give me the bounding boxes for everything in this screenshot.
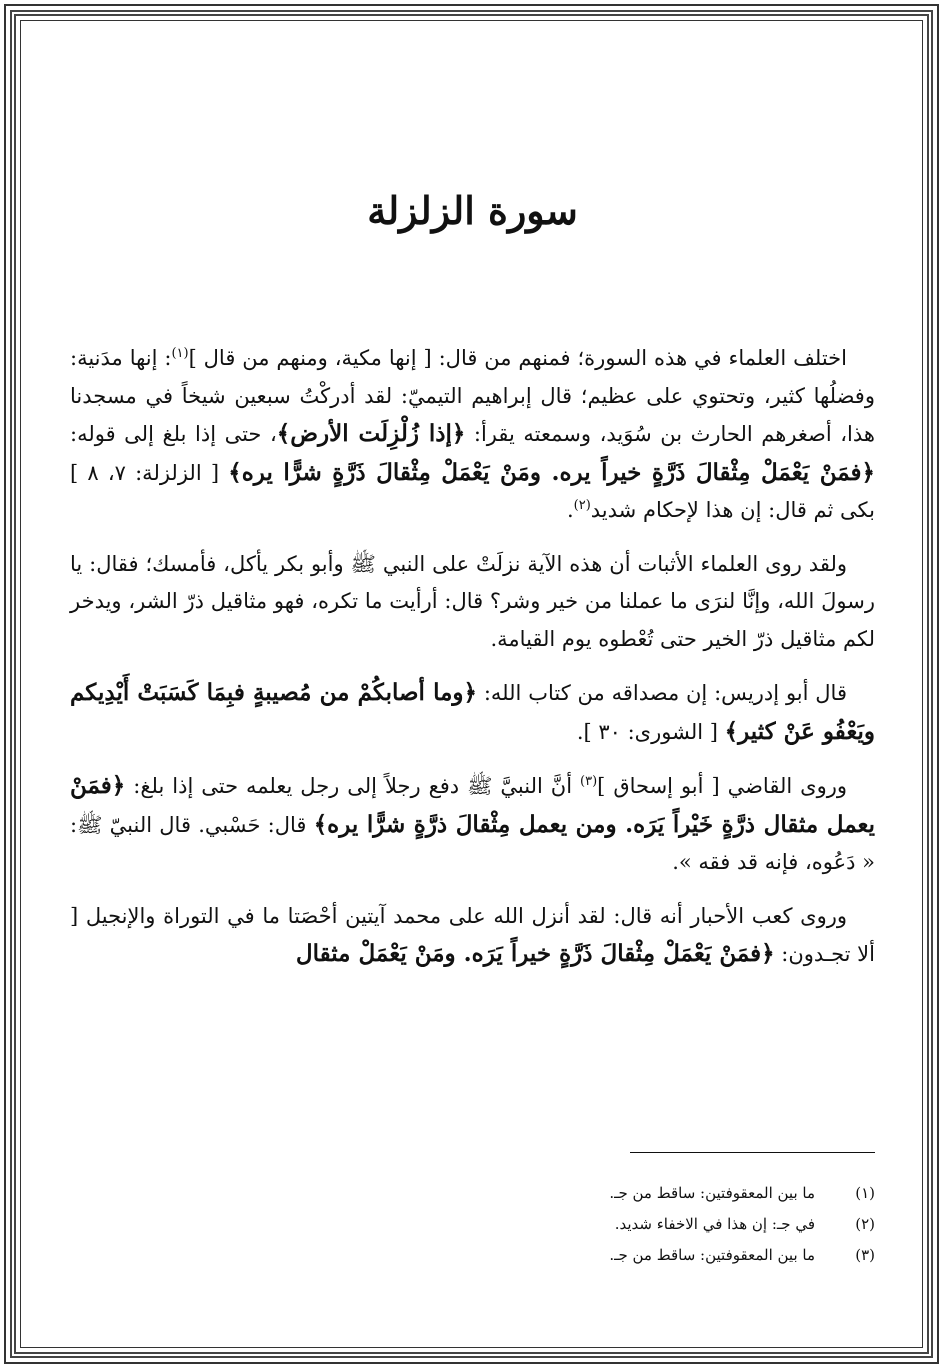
- paragraph-5: [70, 898, 875, 974]
- paragraph-3: [70, 674, 875, 751]
- p3-text-1: قال أبو إدريس: إن مصداقه من كتاب الله:: [483, 681, 847, 705]
- page-content: [70, 60, 875, 1310]
- p1-text-3: ، حتى إذا بلغ إلى قوله:: [70, 422, 277, 446]
- footnote-ref-1: (١): [171, 346, 189, 361]
- footnote-number: (٢): [855, 1215, 875, 1233]
- footnote-text: ما بين المعقوفتين: ساقط من جـ.: [609, 1184, 815, 1202]
- footnote-1: [70, 1178, 875, 1209]
- footnote-3: [70, 1240, 875, 1271]
- footnote-ref-2: (٢): [573, 498, 591, 513]
- p1-verse-2: ﴿فمَنْ يَعْمَلْ مِثْقالَ ذَرَّةٍ خيراً يره. ومَنْ يَعْمَلْ مِثْقالَ ذَرَّةٍ شرًّا يره﴾: [228, 458, 875, 486]
- footnotes: [70, 1178, 875, 1271]
- p1-text-2: : إنها مدَنية: وفضلُها كثير، وتحتوي على عظيم؛ قال إبراهيم التيميّ: لقد أدركْتُ سبعين شيخاً في مسجدنا هذا، أصغرهم الحارث بن سُوَيد، وسمعته يقرأ:: [70, 346, 875, 446]
- p4-verse-1: ﴿فمَنْ يعمل مثقال ذرَّةٍ خَيْراً يَرَه. ومن يعمل مِثْقالَ ذرَّةٍ شرًّا يره﴾: [70, 772, 875, 838]
- p3-text-2: [ الشورى: ٣٠ ].: [576, 719, 718, 744]
- footnote-number: (١): [855, 1184, 875, 1202]
- paragraph-1: [70, 340, 875, 530]
- footnote-divider: [630, 1152, 875, 1153]
- p5-verse-1: ﴿فمَنْ يَعْمَلْ مِثْقالَ ذَرَّةٍ خيراً يَرَه. ومَنْ يَعْمَلْ مثقال: [295, 940, 775, 967]
- footnote-number: (٣): [855, 1246, 875, 1264]
- footnote-text: ما بين المعقوفتين: ساقط من جـ.: [609, 1246, 815, 1264]
- p4-text-1: وروى القاضي [ أبو إسحاق ]: [597, 774, 847, 798]
- p1-verse-1: ﴿إذا زُلْزِلَت الأرض﴾: [276, 420, 466, 447]
- p2-text: ولقد روى العلماء الأثبات أن هذه الآية نزلَتْ على النبي ﷺ وأبو بكر يأكل، فأمسك؛ فقال: يا رسولَ الله، وإنَّا لنرَى ما عملنا من خير وشر؟ قال: أرأيت ما تكره، فهو مثاقيل ذرّ الشر، ويدخر لكم مثاقيل ذرّ الخير حتى تُعْطوه يوم القيامة.: [70, 551, 875, 651]
- footnote-2: [70, 1209, 875, 1240]
- footnote-text: في جـ: إن هذا في الاخفاء شديد.: [614, 1215, 815, 1233]
- p1-text-5: .: [566, 498, 574, 522]
- surah-title: سورة الزلزلة: [367, 188, 578, 233]
- paragraph-4: [70, 767, 875, 882]
- p5-text-1: وروى كعب الأحبار أنه قال: لقد أنزل الله على محمد آيتين أحْصَتا ما في التوراة والإنجيل [ ألا تجـدون:: [70, 903, 875, 966]
- p3-verse-1: ﴿وما أصابكُمْ من مُصيبةٍ فبِمَا كَسَبَتْ أَيْدِيكم ويَعْفُو عَنْ كثير﴾: [70, 679, 875, 745]
- paragraph-2: [70, 546, 875, 659]
- p1-text-1: اختلف العلماء في هذه السورة؛ فمنهم من قال: [ إنها مكية، ومنهم من قال ]: [188, 346, 847, 370]
- p4-text-2: أنَّ النبيَّ ﷺ دفع رجلاً إلى رجل يعلمه حتى إذا بلغ:: [133, 774, 573, 798]
- body-text: [70, 340, 875, 990]
- p4-text-3: قال: حَسْبي. قال النبيّ ﷺ: « دَعُوه، فإنه قد فقه ».: [70, 812, 875, 874]
- footnote-ref-3: (٣): [580, 774, 598, 789]
- p1-text-4: [ الزلزلة: ٧، ٨ ] بكى ثم قال: إن هذا لإحكام شديد: [70, 460, 875, 522]
